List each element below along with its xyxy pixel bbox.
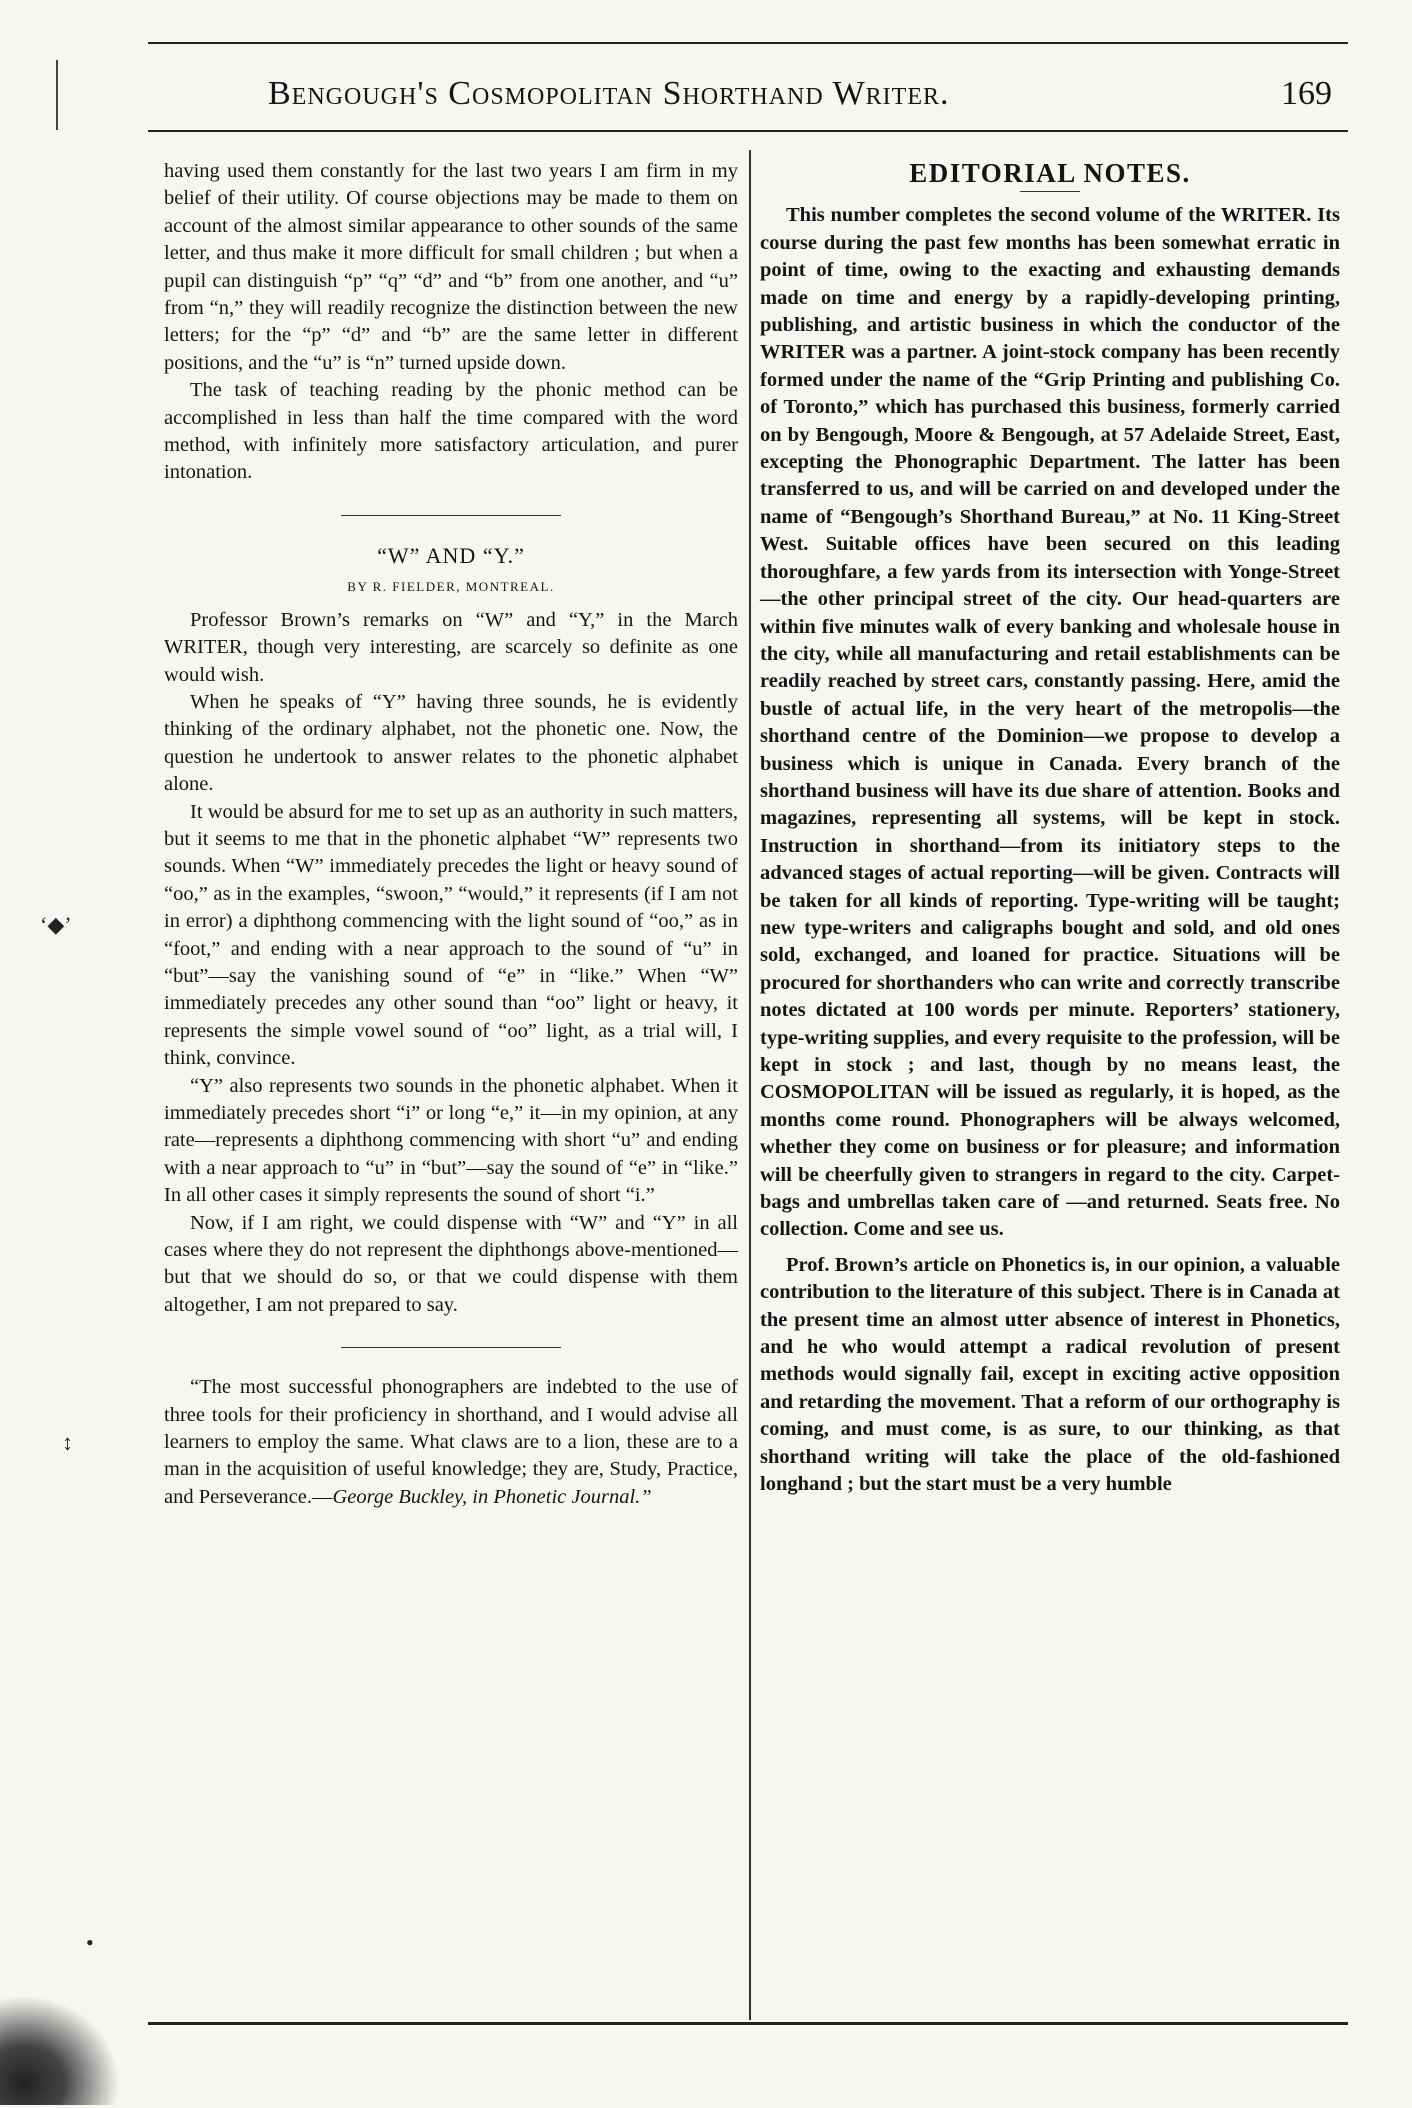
- section-divider: [341, 515, 561, 516]
- bottom-rule: [148, 2022, 1348, 2025]
- header-rule: [148, 130, 1348, 132]
- margin-mark: •: [86, 1930, 94, 1955]
- continued-paragraph: The task of teaching reading by the phonic method can be accomplished in less than half the time compared with the word method, with infinitely more satisfactory articulation, and purer intonation.: [164, 379, 738, 484]
- section-title: EDITORIAL NOTES.: [909, 158, 1191, 188]
- quotation-attribution: George Buckley, in Phonetic Journal.”: [332, 1485, 652, 1508]
- article-byline: BY R. FIELDER, MONTREAL.: [347, 579, 555, 595]
- quotation-text: “The most successful phonographers are indebted to the use of three tools for their proficiency in shorthand, and I would advise all learners to employ the same. What claws are to a lion, these are to a man in the acquisition of useful knowledge; they are, Study, Practice, and Perseverance.—: [164, 1376, 738, 1508]
- article-paragraph: “Y” also represents two sounds in the phonetic alphabet. When it immediately precedes short “i” or long “e,” it—in my opinion, at any rate—represents a diphthong commencing with short “u” and ending with a near approach to “u” in “but”—say the sound of “e” in “like.” In all other cases it simply represents the sound of short “i.”: [164, 1074, 738, 1207]
- article-paragraph: When he speaks of “Y” having three sounds, he is evidently thinking of the ordinary alphabet, not the phonetic one. Now, the question he undertook to answer relates to the phonetic alphabet alone.: [164, 690, 738, 796]
- article-paragraph: It would be absurd for me to set up as an authority in such matters, but it seems to me that in the phonetic alphabet “W” represents two sounds. When “W” immediately precedes the light or heavy sound of “oo,” as in the examples, “swoon,” “would,” it represents (if I am not in error) a diphthong commencing with the light sound of “oo,” as in “foot,” and ending with a near approach to the sound of “u” in “but”—say the vanishing sound of “e” in “like.” When “W” immediately precedes any other sound than “oo” light or heavy, it represents the simple vowel sound of “oo” light, as a trial will, I think, convince.: [164, 800, 738, 1070]
- margin-mark: ‘◆’: [40, 912, 72, 937]
- continued-paragraph: having used them constantly for the last two years I am firm in my belief of their utility. Of course objections may be made to them on account of the almost similar appearance to other sounds of the same letter, and thus make it more difficult for small children ; but when a pupil can distinguish “p” “q” “d” and “b” from one another, and “u” from “n,” they will readily recognize the distinction between the new letters; for the “p” “d” and “b” are the same letter in different positions, and the “u” is “n” turned upside down.: [164, 160, 738, 374]
- ink-blot: [0, 1995, 120, 2105]
- running-title: Bengough's Cosmopolitan Shorthand Writer.: [268, 75, 950, 112]
- title-rule: [1020, 191, 1080, 192]
- margin-line: [56, 60, 58, 130]
- margin-mark: ↕: [62, 1430, 73, 1455]
- page: [148, 42, 1348, 2032]
- left-column: [164, 158, 738, 1511]
- quotation: [164, 1374, 738, 1511]
- editorial-paragraph: Prof. Brown’s article on Phonetics is, in our opinion, a valuable contribution to the literature of this subject. There is in Canada at the present time an almost utter absence of interest in Phonetics, and he who would attempt a radical revolution of present methods would signally fail, except in exciting active opposition and retarding the movement. That a reform of our orthography is coming, and must come, is as sure, to our thinking, as that shorthand writing will take the place of the old-fashioned longhand ; but the start must be a very humble: [760, 1253, 1340, 1496]
- column-divider: [749, 150, 751, 2020]
- article-paragraph: Professor Brown’s remarks on “W” and “Y,” in the March WRITER, though very interesting, are scarcely so definite as one would wish.: [164, 608, 738, 686]
- section-divider: [341, 1347, 561, 1348]
- page-header: [148, 64, 1348, 124]
- top-rule: [148, 42, 1348, 44]
- article-title: “W” AND “Y.”: [377, 542, 525, 568]
- right-column: [760, 158, 1340, 1499]
- editorial-paragraph: This number completes the second volume of the WRITER. Its course during the past few months has been somewhat erratic in point of time, owing to the exacting and exhausting demands made on time and energy by a rapidly-developing printing, publishing, and artistic business in which the conductor of the WRITER was a partner. A joint-stock company has been recently formed under the name of the “Grip Printing and publishing Co. of Toronto,” which has purchased this business, formerly carried on by Bengough, Moore & Bengough, at 57 Adelaide Street, East, excepting the Phonographic Department. The latter has been transferred to us, and will be carried on and developed under the name of “Bengough’s Shorthand Bureau,” at No. 11 King-Street West. Suitable offices have been secured on this leading thoroughfare, a few yards from its intersection with Yonge-Street—the other principal street of the city. Our head-quarters are within five minutes walk of every banking and wholesale house in the city, while all manufacturing and retail establishments can be readily reached by street cars, constantly passing. Here, amid the bustle of actual life, in the very heart of the metropolis—the shorthand centre of the Dominion—we propose to develop a business which is unique in Canada. Every branch of the shorthand business will have its due share of attention. Books and magazines, representing all systems, will be kept in stock. Instruction in shorthand—from its initiatory steps to the advanced stages of actual reporting—will be given. Contracts will be taken for all kinds of reporting. Type-writing will be taught; new type-writers and caligraphs bought and sold, and old ones sold, exchanged, and loaned for practice. Situations will be procured for shorthanders who can write and correctly transcribe notes dictated at 100 words per minute. Reporters’ stationery, type-writing supplies, and every requisite to the profession, will be kept in stock ; and last, though by no means least, the COSMOPOLITAN will be issued as regularly, it is hoped, as the months come round. Phonographers will be always welcomed, whether they come on business or for pleasure; and information will be cheerfully given to strangers in regard to the city. Carpet-bags and umbrellas taken care of —and returned. Seats free. No collection. Come and see us.: [760, 204, 1340, 1241]
- article-paragraph: Now, if I am right, we could dispense with “W” and “Y” in all cases where they do not represent the diphthongs above-mentioned—but that we should do so, or that we could dispense with them altogether, I am not prepared to say.: [164, 1211, 738, 1316]
- page-number: 169: [1281, 75, 1332, 112]
